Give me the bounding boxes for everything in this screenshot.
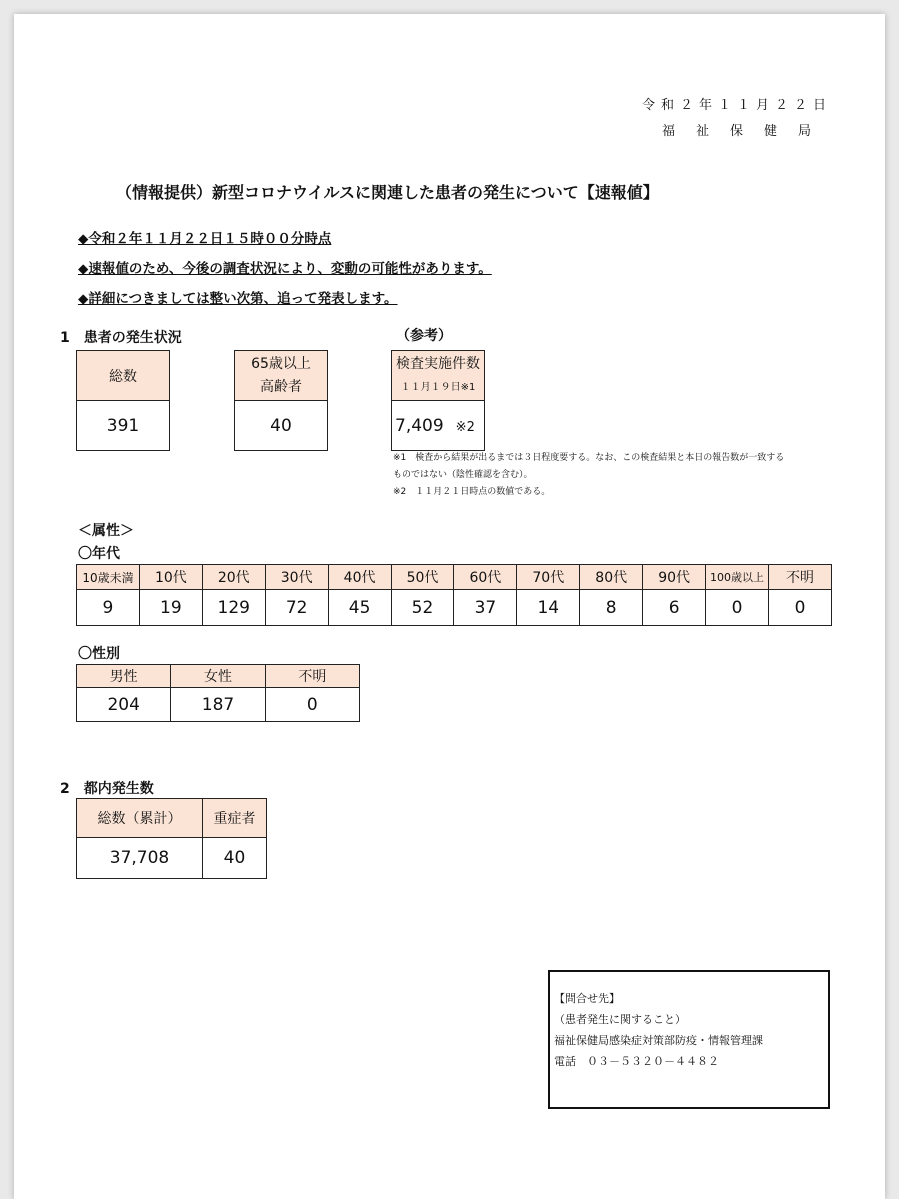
cumulative-value: 37,708 bbox=[77, 838, 203, 879]
age-header: 90代 bbox=[643, 565, 706, 590]
contact-topic: （患者発生に関すること） bbox=[554, 1013, 686, 1026]
section1-heading: 1 患者の発生状況 bbox=[60, 330, 182, 346]
tests-label bbox=[392, 351, 485, 401]
age-value: 45 bbox=[328, 590, 391, 626]
contact-heading: 【問合せ先】 bbox=[554, 992, 620, 1005]
age-header: 50代 bbox=[391, 565, 454, 590]
age-header-row bbox=[77, 565, 832, 590]
age-header: 不明 bbox=[768, 565, 831, 590]
footnote-2: ※2 １１月２１日時点の数値である。 bbox=[393, 487, 551, 497]
cumulative-header: 総数（累計） bbox=[77, 799, 203, 838]
gender-header: 女性 bbox=[171, 665, 265, 688]
document-title: （情報提供）新型コロナウイルスに関連した患者の発生について【速報値】 bbox=[116, 183, 659, 202]
age-header: 100歳以上 bbox=[706, 565, 769, 590]
age-value: 19 bbox=[139, 590, 202, 626]
gender-value: 187 bbox=[171, 688, 265, 722]
gender-heading: 〇性別 bbox=[78, 646, 120, 662]
age-header: 30代 bbox=[265, 565, 328, 590]
issuing-department: 福祉保健局 bbox=[661, 124, 832, 139]
document-page bbox=[14, 14, 885, 1199]
tests-table bbox=[391, 350, 485, 451]
age-header: 10歳未満 bbox=[77, 565, 140, 590]
section2-heading: 2 都内発生数 bbox=[60, 781, 154, 797]
cumulative-value-row bbox=[77, 838, 267, 879]
issue-date: 令和２年１１月２２日 bbox=[641, 98, 832, 113]
age-table bbox=[76, 564, 832, 626]
tests-label-line1: 検査実施件数 bbox=[396, 355, 480, 372]
severe-value: 40 bbox=[203, 838, 267, 879]
age-value: 129 bbox=[202, 590, 265, 626]
contact-phone: 電話 ０３－５３２０－４４８２ bbox=[554, 1055, 719, 1068]
total-value: 391 bbox=[77, 401, 170, 451]
contact-department: 福祉保健局感染症対策部防疫・情報管理課 bbox=[554, 1034, 763, 1047]
age-value-row bbox=[77, 590, 832, 626]
age-value: 8 bbox=[580, 590, 643, 626]
age-header: 60代 bbox=[454, 565, 517, 590]
age-value: 37 bbox=[454, 590, 517, 626]
elderly-table bbox=[234, 350, 328, 451]
tests-label-line2: １１月１９日※1 bbox=[400, 381, 476, 393]
age-value: 0 bbox=[706, 590, 769, 626]
cumulative-table bbox=[76, 798, 267, 879]
severe-header: 重症者 bbox=[203, 799, 267, 838]
age-value: 72 bbox=[265, 590, 328, 626]
elderly-label-line1: 65歳以上 bbox=[251, 355, 311, 372]
footnote-1b: ものではない（陰性確認を含む）。 bbox=[393, 470, 533, 480]
age-heading: 〇年代 bbox=[78, 546, 120, 562]
age-value: 6 bbox=[643, 590, 706, 626]
footnotes bbox=[393, 450, 833, 501]
gender-value: 204 bbox=[77, 688, 171, 722]
tests-note-mark: ※2 bbox=[455, 419, 475, 435]
age-header: 80代 bbox=[580, 565, 643, 590]
elderly-label-line2: 高齢者 bbox=[260, 378, 302, 395]
tests-cell bbox=[392, 401, 485, 451]
cumulative-header-row bbox=[77, 799, 267, 838]
gender-value-row bbox=[77, 688, 360, 722]
gender-header-row bbox=[77, 665, 360, 688]
age-value: 52 bbox=[391, 590, 454, 626]
age-value: 0 bbox=[768, 590, 831, 626]
tests-value: 7,409 bbox=[395, 415, 444, 436]
gender-header: 男性 bbox=[77, 665, 171, 688]
total-label: 総数 bbox=[77, 351, 170, 401]
elderly-label bbox=[235, 351, 328, 401]
attributes-heading: ＜属性＞ bbox=[78, 523, 134, 539]
contact-box bbox=[548, 970, 830, 1109]
age-value: 14 bbox=[517, 590, 580, 626]
reference-heading: （参考） bbox=[396, 328, 452, 344]
footnote-1a: ※1 検査から結果が出るまでは３日程度要する。なお、この検査結果と本日の報告数が一致する bbox=[393, 453, 785, 463]
gender-table bbox=[76, 664, 360, 722]
age-value: 9 bbox=[77, 590, 140, 626]
bullet-details: ◆詳細につきましては整い次第、追って発表します。 bbox=[78, 291, 398, 307]
age-header: 40代 bbox=[328, 565, 391, 590]
age-header: 10代 bbox=[139, 565, 202, 590]
age-header: 20代 bbox=[202, 565, 265, 590]
total-table bbox=[76, 350, 170, 451]
gender-header: 不明 bbox=[265, 665, 359, 688]
elderly-value: 40 bbox=[235, 401, 328, 451]
age-header: 70代 bbox=[517, 565, 580, 590]
gender-value: 0 bbox=[265, 688, 359, 722]
bullet-provisional: ◆速報値のため、今後の調査状況により、変動の可能性があります。 bbox=[78, 261, 492, 277]
bullet-timestamp: ◆令和２年１１月２２日１５時００分時点 bbox=[78, 231, 332, 247]
